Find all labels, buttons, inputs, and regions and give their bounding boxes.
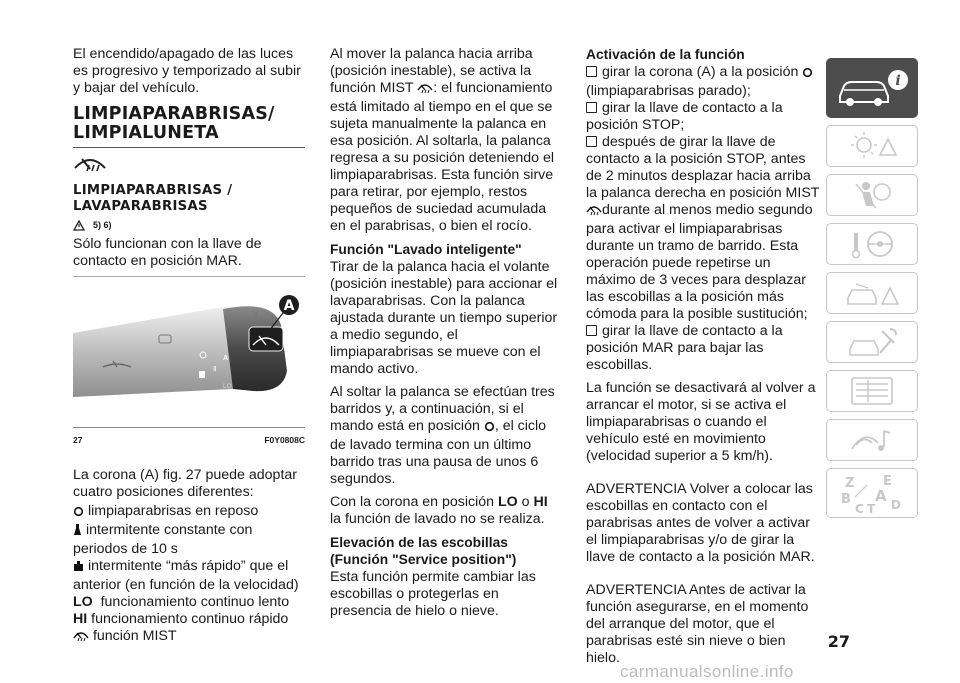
service-heading: Elevación de las escobillas (Función "Service position")	[330, 535, 517, 567]
step-2: girar la llave de contacto a la posición STOP;	[586, 100, 783, 133]
column-2	[330, 46, 562, 626]
key-note: Sólo funcionan con la llave de contacto en posición MAR.	[73, 236, 262, 270]
list-item-off: limpiaparabrisas en reposo	[73, 503, 305, 522]
figure-top-divider	[73, 276, 305, 277]
figure-number: 27	[73, 435, 83, 446]
warning-triangle-icon	[73, 219, 85, 236]
list-item-fast-intermittent: intermitente “más rápido” que el anterior (en función de la velocidad)	[73, 558, 299, 594]
list-item-mist: función MIST	[73, 628, 305, 647]
index-letter: C	[855, 502, 864, 515]
figure-caption	[73, 427, 305, 449]
steering-key-icon	[842, 227, 902, 261]
wiper-icon	[73, 154, 305, 177]
step-3: después de girar la llave de contacto a la posición STOP, antes de 2 minutos desplazar hacia arriba la palanca derecha en posición MISTdurante al menos medio segundo para activar el limpiaparabrisas durante un tramo de barrido. Esta operación puede repetirse un máximo de 3 veces para desplazar las escobillas a la posición más cómoda para la posible sustitución;	[586, 134, 820, 322]
car-info-icon	[832, 66, 912, 110]
airbag-icon	[842, 178, 902, 212]
svg-text:Ⅱ: Ⅱ	[213, 365, 217, 374]
lever-label-lo: LO	[223, 383, 232, 391]
index-letter: Z	[845, 476, 855, 491]
index-letter: D	[891, 498, 901, 512]
checkbox-bullet	[586, 66, 597, 77]
title-divider	[73, 147, 305, 148]
warning-2: ADVERTENCIA Antes de activar la función asegurarse, en el momento del arranque del motor, que el parabrisas esté sin nieve o bien hielo.	[586, 582, 809, 666]
index-letter: A	[875, 487, 887, 505]
column-3	[586, 46, 820, 673]
list-item-intermittent: intermitente constante con periodos de 10 s	[73, 522, 253, 558]
index-letter: T	[867, 502, 876, 515]
lavado-heading: Función "Lavado inteligente"	[330, 242, 522, 257]
figure-code: F0Y0808C	[264, 435, 305, 446]
tab-starting-driving[interactable]	[826, 223, 918, 265]
tab-emergency[interactable]	[826, 272, 918, 314]
tab-warning-lights[interactable]	[826, 125, 918, 167]
lo-symbol: LO	[73, 594, 93, 611]
hi-symbol: HI	[73, 611, 88, 628]
section-title: LIMPIAPARABRISAS/ LIMPIALUNETA	[73, 104, 275, 143]
figure-callout-a: A	[283, 298, 295, 315]
mist-paragraph: Al mover la palanca hacia arriba (posición inestable), se activa la función MIST : el funcionamiento está limitado al tiempo en el que se sujeta manualmente la palanca en esa posición. Al soltarla, la palanca regresa a su posición deteniendo el limpiaparabrisas. Esta función sirve para retirar, por ejemplo, restos pequeños de suciedad acumulada en el parabrisas, o bien el rocío.	[330, 46, 555, 234]
release-paragraph: Al soltar la palanca se efectúan tres barridos y, a continuación, si el mando está en posición , el ciclo de lavado termina con un último barrido tras una pausa de unos 6 segundos.	[330, 384, 555, 487]
figure-description: La corona (A) fig. 27 puede adoptar cuatro posiciones diferentes:	[73, 467, 298, 501]
warning-1: ADVERTENCIA Volver a colocar las escobillas en contacto con el parabrisas antes de volver a activar el limpiaparabrisas y/o de girar la llave de contacto a la posición MAR.	[586, 481, 815, 565]
multimedia-icon	[842, 423, 902, 457]
fast-intermittent-icon	[73, 560, 84, 577]
intro-paragraph: El encendido/apagado de las luces es progresivo y temporizado al subir y bajar del vehículo.	[73, 46, 301, 96]
activation-steps	[586, 64, 820, 374]
lever-figure	[73, 285, 305, 425]
specs-icon	[842, 374, 902, 408]
subsection-title: LIMPIAPARABRISAS / LAVAPARABRISAS	[73, 183, 233, 214]
tab-multimedia[interactable]	[826, 419, 918, 461]
activation-heading: Activación de la función	[586, 47, 745, 62]
index-icon	[837, 471, 907, 515]
warning-lights-icon	[842, 129, 902, 163]
positions-list	[73, 503, 305, 647]
list-item-lo: LO funcionamiento continuo lento	[73, 594, 290, 611]
mist-icon	[73, 630, 89, 647]
breakdown-icon	[842, 276, 902, 310]
page-number: 27	[827, 632, 850, 651]
off-circle-icon	[484, 420, 495, 437]
checkbox-bullet	[586, 102, 597, 113]
svg-text:i: i	[895, 73, 901, 89]
checkbox-bullet	[586, 136, 597, 147]
step-1: girar la corona (A) a la posición (limpiaparabrisas parado);	[586, 64, 820, 100]
index-letter: E	[883, 474, 892, 489]
footer-watermark[interactable]: carmanualsonline.info	[620, 662, 794, 681]
lohi-paragraph: Con la corona en posición LO o HI la función de lavado no se realiza.	[330, 494, 548, 527]
tab-safety[interactable]	[826, 174, 918, 216]
intermittent-icon	[73, 523, 82, 541]
service-paragraph: Esta función permite cambiar las escobillas o protegerlas en presencia de hielo o nieve.	[330, 569, 536, 619]
lever-label-a: A	[223, 355, 229, 363]
step-4: girar la llave de contacto a la posición MAR para bajar las escobillas.	[586, 323, 783, 373]
mist-icon	[417, 82, 433, 99]
off-circle-icon	[73, 505, 84, 522]
lavado-paragraph: Tirar de la palanca hacia el volante (posición inestable) para accionar el lavaparabrisas. Con la palanca ajustada durante un tiempo superior a medio segundo, el limpiaparabrisas se mueve con el mando activo.	[330, 259, 558, 377]
off-circle-icon	[802, 66, 813, 83]
tab-car-info[interactable]	[826, 58, 918, 118]
mist-icon	[586, 204, 602, 221]
column-1	[73, 46, 305, 647]
index-letter: B	[841, 492, 851, 507]
deactivation-paragraph: La función se desactivará al volver a arrancar el motor, si se activa el limpiaparabrisas o cuando el vehículo esté en movimiento (velocidad superior a 5 km/h).	[586, 380, 816, 464]
list-item-hi: HI funcionamiento continuo rápido	[73, 611, 289, 628]
refs-row	[73, 217, 305, 236]
chapter-sidebar	[826, 58, 918, 525]
warning-refs: 5) 6)	[92, 220, 112, 230]
tab-index[interactable]	[826, 468, 918, 518]
tab-technical-data[interactable]	[826, 370, 918, 412]
tab-maintenance[interactable]	[826, 321, 918, 363]
maintenance-icon	[842, 325, 902, 359]
checkbox-bullet	[586, 325, 597, 336]
